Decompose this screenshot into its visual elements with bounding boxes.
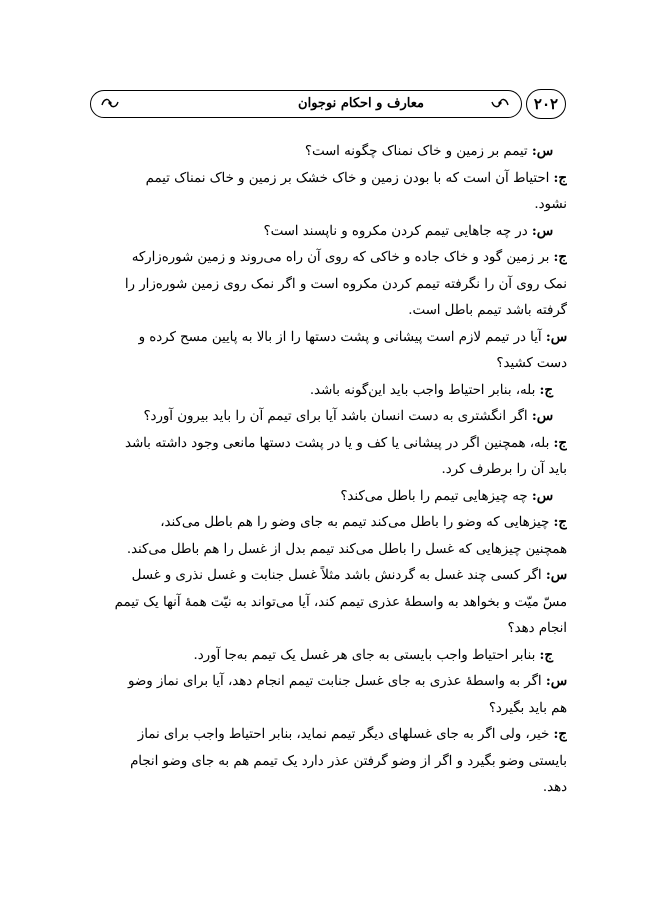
text-line xyxy=(80,166,567,193)
qa-label: ج: xyxy=(553,170,567,186)
qa-label: س: xyxy=(545,568,567,583)
line-text: بله، همچنین اگر در پیشانی یا کف و یا در پشت دستها مانعی وجود داشته باشد xyxy=(124,435,554,451)
text-line xyxy=(80,272,567,299)
floral-ornament-icon xyxy=(489,96,511,112)
qa-label: س: xyxy=(531,488,553,504)
text-line xyxy=(80,245,567,272)
line-text: نشود. xyxy=(534,197,567,212)
qa-label: س: xyxy=(531,223,553,239)
line-text: باید آن را برطرف کرد. xyxy=(441,462,567,477)
line-text: همچنین چیزهایی که غسل را باطل می‌کند تیمم بدل از غسل را هم باطل می‌کند. xyxy=(126,541,567,557)
line-text: انجام دهد؟ xyxy=(507,621,567,636)
text-line xyxy=(80,325,567,352)
text-line xyxy=(80,775,567,802)
qa-label: س: xyxy=(545,674,567,689)
floral-ornament-icon xyxy=(99,96,121,112)
line-text: گرفته باشد تیمم باطل است. xyxy=(408,303,567,318)
line-text: اگر به واسطهٔ عذری به جای غسل جنابت تیمم انجام دهد، آیا برای نماز وضو xyxy=(128,674,546,689)
page-body xyxy=(80,139,567,802)
text-line xyxy=(80,590,567,617)
text-line xyxy=(80,669,567,696)
text-line xyxy=(80,404,567,431)
text-line xyxy=(80,643,567,670)
qa-label: ج: xyxy=(553,727,567,742)
qa-label: س: xyxy=(531,409,553,424)
running-header-title: معارف و احکام نوجوان xyxy=(298,96,424,111)
qa-label: ج: xyxy=(553,435,567,451)
line-text: اگر کسی چند غسل به گردنش باشد مثلاً غسل جنابت و غسل نذری و غسل xyxy=(131,568,546,583)
text-line xyxy=(80,484,567,511)
line-text: هم باید بگیرد؟ xyxy=(488,700,567,716)
line-text: بایستی وضو بگیرد و اگر از وضو گرفتن عذر دارد یک تیمم هم به جای وضو انجام xyxy=(130,753,567,769)
line-text: خیر، ولی اگر به جای غسلهای دیگر تیمم نماید، بنابر احتیاط واجب برای نماز xyxy=(137,727,554,742)
page-number: ۲۰۲ xyxy=(526,89,566,119)
text-line xyxy=(80,378,567,405)
text-line xyxy=(80,192,567,219)
line-text: تیمم بر زمین و خاک نمناک چگونه است؟ xyxy=(304,144,532,159)
text-line xyxy=(80,749,567,776)
line-text: احتیاط آن است که با بودن زمین و خاک خشک بر زمین و خاک نمناک تیمم xyxy=(145,170,554,186)
line-text: دهد. xyxy=(542,780,567,795)
text-line xyxy=(80,722,567,749)
text-line xyxy=(80,696,567,723)
text-line xyxy=(80,298,567,325)
text-line xyxy=(80,139,567,166)
text-line xyxy=(80,457,567,484)
line-text: بله، بنابر احتیاط واجب باید این‌گونه باشد. xyxy=(309,382,540,398)
text-line xyxy=(80,351,567,378)
qa-label: س: xyxy=(531,144,553,159)
text-line xyxy=(80,219,567,246)
text-line xyxy=(80,616,567,643)
line-text: بنابر احتیاط واجب بایستی به جای هر غسل یک تیمم به‌جا آورد. xyxy=(193,647,540,663)
qa-label: ج: xyxy=(553,515,567,530)
line-text: مسّ میّت و بخواهد به واسطهٔ عذری تیمم کند، آیا می‌تواند به نیّت همهٔ آنها یک تیمم xyxy=(114,594,567,610)
text-line xyxy=(80,510,567,537)
qa-label: ج: xyxy=(539,382,553,398)
qa-label: ج: xyxy=(553,250,567,265)
line-text: آیا در تیمم لازم است پیشانی و پشت دستها را از بالا به پایین مسح کرده و xyxy=(138,329,546,345)
line-text: بر زمین گود و خاک جاده و خاکی که روی آن راه می‌روند و زمین شوره‌زارکه xyxy=(131,250,554,265)
line-text: دست کشید؟ xyxy=(496,356,567,371)
text-line xyxy=(80,431,567,458)
qa-label: ج: xyxy=(539,647,553,663)
running-header xyxy=(90,90,522,118)
text-line xyxy=(80,563,567,590)
line-text: اگر انگشتری به دست انسان باشد آیا برای تیمم آن را باید بیرون آورد؟ xyxy=(143,409,532,424)
text-line xyxy=(80,537,567,564)
line-text: نمک روی آن را نگرفته تیمم کردن مکروه است و اگر نمک روی زمین شوره‌زار را xyxy=(124,276,567,292)
line-text: چیزهایی که وضو را باطل می‌کند تیمم به جای وضو را هم باطل می‌کند، xyxy=(160,515,554,530)
qa-label: س: xyxy=(545,329,567,345)
line-text: چه چیزهایی تیمم را باطل می‌کند؟ xyxy=(340,488,532,504)
line-text: در چه جاهایی تیمم کردن مکروه و ناپسند است؟ xyxy=(263,223,532,239)
